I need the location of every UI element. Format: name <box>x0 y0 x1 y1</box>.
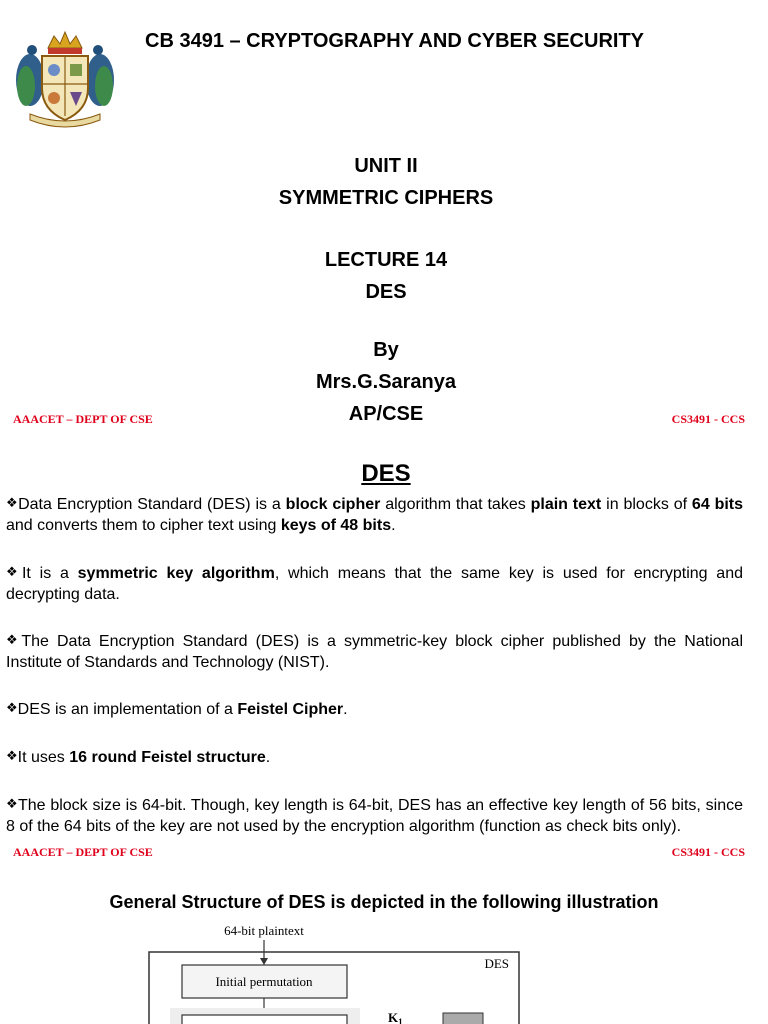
bullet-block-size: ❖The block size is 64-bit. Though, key length is 64-bit, DES has an effective key length of 56 bits, since 8 of the 64 bits of the key are not used by the encryption algorithm (function as check bits only). <box>6 796 743 835</box>
key-k1-label: $K_1$ <box>388 1010 403 1024</box>
unit-name: SYMMETRIC CIPHERS <box>278 187 494 209</box>
bullet-diamond-icon: ❖ <box>6 632 22 647</box>
college-crest-logo <box>12 28 118 128</box>
slide2-title: DES <box>361 460 411 487</box>
plaintext-input-label: 64-bit plaintext <box>224 923 304 938</box>
lecture-number: LECTURE 14 <box>324 249 448 271</box>
slide1-footer-dept: AAACET – DEPT OF CSE <box>13 412 153 426</box>
author-name: Mrs.G.Saranya <box>315 371 457 393</box>
bullet-feistel-cipher: ❖DES is an implementation of a Feistel Cipher. <box>6 700 348 718</box>
bullet-16-rounds: ❖It uses 16 round Feistel structure. <box>6 748 271 766</box>
bullet-nist: ❖The Data Encryption Standard (DES) is a symmetric-key block cipher published by the National Institute of Standards and Technology (NIST). <box>6 632 744 671</box>
round1-box <box>182 1015 347 1024</box>
bullet-block-cipher: ❖Data Encryption Standard (DES) is a block cipher algorithm that takes plain text in blocks of 64 bits and converts them to cipher text using keys of 48 bits. <box>6 495 744 534</box>
input-arrow-head-icon <box>260 958 268 965</box>
key-schedule-box <box>443 1013 483 1024</box>
bullet-diamond-icon: ❖ <box>6 495 19 510</box>
bullet-diamond-icon: ❖ <box>6 796 18 811</box>
slide1-footer-course: CS3491 - CCS <box>671 412 745 426</box>
bullet-symmetric-key: ❖It is a symmetric key algorithm, which means that the same key is used for encrypting and decrypting data. <box>6 564 744 603</box>
bullet-diamond-icon: ❖ <box>6 564 22 579</box>
author-designation: AP/CSE <box>348 403 424 425</box>
slide3-title: General Structure of DES is depicted in the following illustration <box>109 892 659 912</box>
initial-permutation-label: Initial permutation <box>215 974 313 989</box>
course-title: CB 3491 – CRYPTOGRAPHY AND CYBER SECURITY <box>145 30 645 52</box>
unit-number: UNIT II <box>354 155 418 177</box>
bullet-diamond-icon: ❖ <box>6 700 18 715</box>
des-structure-diagram <box>140 918 540 1024</box>
slide2-footer-course: CS3491 - CCS <box>671 845 745 859</box>
lecture-topic: DES <box>365 281 407 303</box>
bullet-diamond-icon: ❖ <box>6 748 18 763</box>
des-box-label: DES <box>484 956 509 971</box>
by-label: By <box>373 339 399 361</box>
slide2-footer-dept: AAACET – DEPT OF CSE <box>13 845 153 859</box>
